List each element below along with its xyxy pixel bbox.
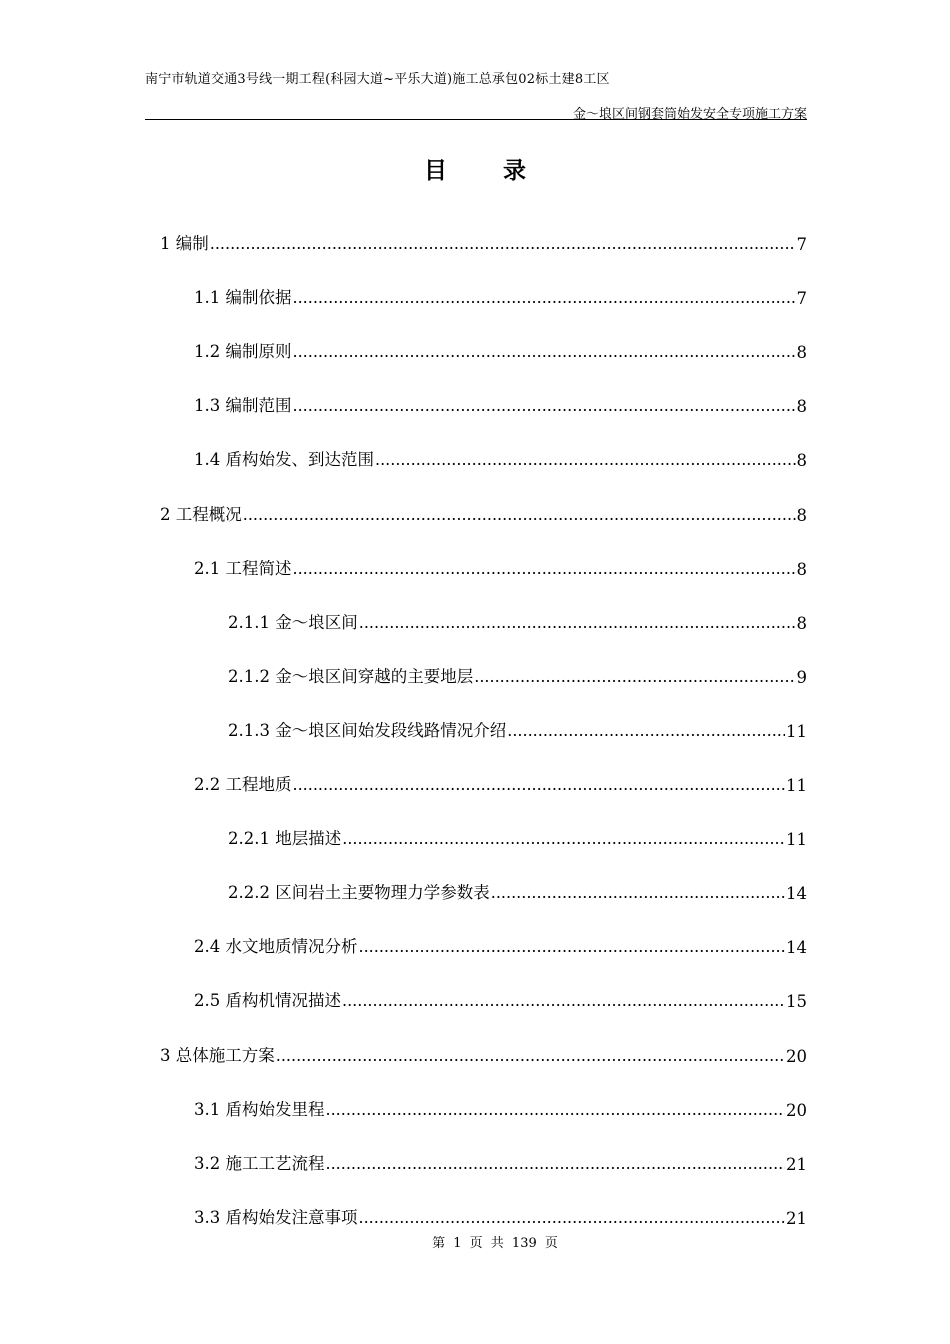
toc-entry-label: 2.1.2 金～埌区间穿越的主要地层: [228, 666, 474, 686]
toc-entry-page-number: 20: [786, 1046, 807, 1066]
toc-entry[interactable]: [194, 547, 807, 579]
toc-entry[interactable]: [194, 925, 807, 957]
toc-entry-label: 2.5 盾构机情况描述: [194, 991, 341, 1011]
toc-dot-leader: [210, 236, 796, 252]
toc-dot-leader: [243, 507, 796, 523]
toc-entry-label: 3.3 盾构始发注意事项: [194, 1207, 358, 1227]
toc-dot-leader: [342, 831, 785, 847]
toc-entry[interactable]: [194, 1088, 807, 1120]
toc-entry[interactable]: [228, 871, 807, 903]
header-divider: [145, 119, 807, 120]
toc-entry-page-number: 7: [796, 289, 807, 309]
toc-entry-page-number: 21: [786, 1154, 807, 1174]
toc-entry[interactable]: [160, 1034, 807, 1066]
toc-entry[interactable]: [228, 601, 807, 633]
toc-entry-page-number: 14: [786, 884, 807, 904]
toc-entry-page-number: 20: [786, 1100, 807, 1120]
toc-entry-label: 1.2 编制原则: [194, 342, 292, 362]
header-project-name: 南宁市轨道交通3号线一期工程(科园大道~平乐大道)施工总承包02标土建8工区: [145, 72, 610, 87]
toc-entry-page-number: 8: [796, 397, 807, 417]
toc-entry[interactable]: [228, 709, 807, 741]
toc-entry[interactable]: [194, 384, 807, 416]
toc-dot-leader: [375, 452, 796, 468]
toc-dot-leader: [359, 615, 796, 631]
toc-entry-page-number: 11: [786, 830, 807, 850]
toc-entry[interactable]: [228, 655, 807, 687]
toc-entry-label: 2.2 工程地质: [194, 775, 292, 794]
toc-entry-label: 2.2.2 区间岩土主要物理力学参数表: [228, 883, 490, 903]
toc-dot-leader: [293, 398, 796, 414]
toc-dot-leader: [293, 561, 796, 577]
toc-dot-leader: [293, 777, 786, 793]
toc-entry-page-number: 11: [786, 776, 807, 795]
toc-entry[interactable]: [194, 330, 807, 362]
page-footer: 第 1 页 共 139 页: [432, 1236, 558, 1251]
toc-entry-page-number: 15: [786, 992, 807, 1012]
toc-entry-label: 1.3 编制范围: [194, 396, 292, 416]
toc-entry-label: 1 编制: [160, 234, 209, 253]
toc-dot-leader: [326, 1102, 786, 1118]
toc-entry-label: 3.2 施工工艺流程: [194, 1153, 325, 1173]
toc-entry[interactable]: [194, 276, 807, 308]
toc-entry-label: 2.1.3 金～埌区间始发段线路情况介绍: [228, 720, 507, 740]
toc-entry[interactable]: [194, 1196, 807, 1228]
toc-dot-leader: [293, 290, 796, 306]
toc-entry-page-number: 14: [786, 938, 807, 958]
toc-entry[interactable]: [160, 493, 807, 525]
toc-entry-page-number: 8: [796, 505, 807, 525]
toc-entry-label: 2.1 工程简述: [194, 558, 292, 578]
toc-dot-leader: [293, 344, 796, 360]
toc-entry-page-number: 8: [796, 613, 807, 633]
toc-entry[interactable]: [194, 763, 807, 795]
toc-dot-leader: [507, 723, 785, 739]
toc-entry[interactable]: [194, 1142, 807, 1174]
toc-entry-page-number: 11: [786, 721, 807, 741]
toc-entry[interactable]: [194, 438, 807, 470]
toc-entry-page-number: 8: [796, 343, 807, 363]
toc-entry-page-number: 8: [796, 451, 807, 471]
toc-entry-label: 2.2.1 地层描述: [228, 829, 342, 849]
toc-entry-label: 3.1 盾构始发里程: [194, 1099, 325, 1119]
toc-entry-label: 2.1.1 金～埌区间: [228, 612, 358, 632]
toc-entry-label: 2 工程概况: [160, 504, 242, 524]
toc-dot-leader: [359, 939, 786, 955]
toc-dot-leader: [342, 993, 785, 1009]
toc-entry-page-number: 8: [796, 559, 807, 579]
toc-entry-label: 1.4 盾构始发、到达范围: [194, 450, 374, 470]
toc-entry-page-number: 21: [786, 1208, 807, 1228]
toc-dot-leader: [276, 1048, 785, 1064]
header-document-name: 金～埌区间钢套筒始发安全专项施工方案: [572, 107, 807, 122]
toc-dot-leader: [326, 1156, 786, 1172]
toc-entry[interactable]: [194, 979, 807, 1011]
toc-dot-leader: [491, 885, 785, 901]
toc-dot-leader: [359, 1210, 786, 1226]
toc-entry[interactable]: [160, 222, 807, 254]
toc-entry-label: 3 总体施工方案: [160, 1045, 275, 1065]
toc-dot-leader: [474, 669, 795, 685]
page-title: 目 录: [423, 157, 550, 184]
toc-entry-label: 2.4 水文地质情况分析: [194, 937, 358, 957]
toc-entry-label: 1.1 编制依据: [194, 288, 292, 308]
toc-entry-page-number: 7: [796, 235, 807, 254]
toc-entry[interactable]: [228, 817, 807, 849]
toc-entry-page-number: 9: [796, 667, 807, 687]
